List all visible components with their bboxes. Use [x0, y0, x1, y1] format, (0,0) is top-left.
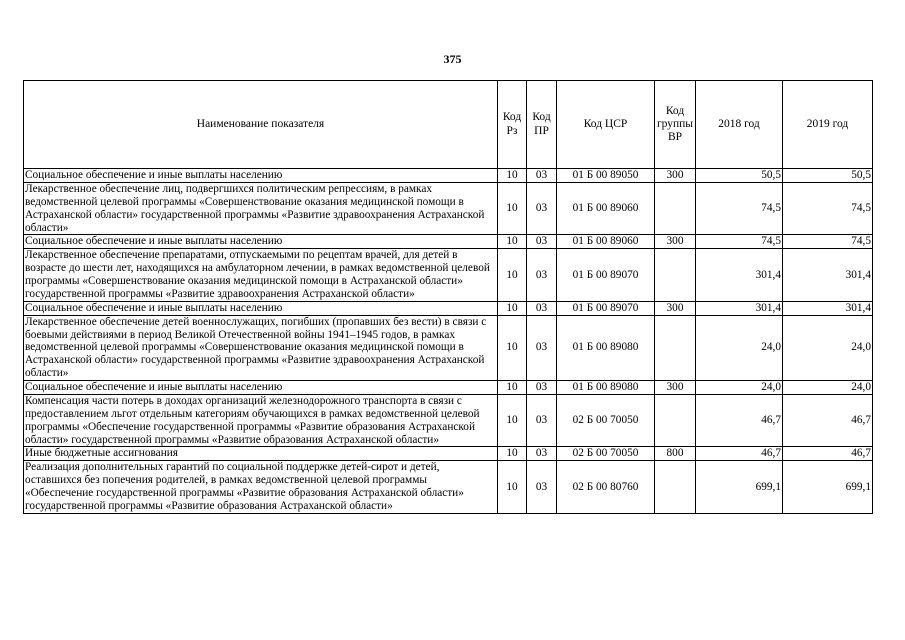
- row-vr: 300: [655, 301, 696, 315]
- row-rz: 10: [498, 301, 527, 315]
- row-vr: 800: [655, 447, 696, 461]
- row-rz: 10: [498, 182, 527, 235]
- row-pr: 03: [527, 249, 557, 302]
- table-row: [24, 461, 873, 514]
- row-pr: 03: [527, 447, 557, 461]
- row-2019: 46,7: [783, 447, 873, 461]
- row-vr: 300: [655, 381, 696, 395]
- row-vr: [655, 394, 696, 447]
- row-name: Лекарственное обеспечение детей военнослужащих, погибших (пропавших без вести) в связи с боевыми действиями в период Великой Отечественной войны 1941–1945 годов, в рамках ведомственной целевой программы «Совершенствование оказания медицинской помощи в Астраханской области» государственной программы «Развитие здравоохранения Астраханской области»: [24, 315, 498, 380]
- row-pr: 03: [527, 301, 557, 315]
- row-2019: 74,5: [783, 235, 873, 249]
- row-2019: 699,1: [783, 461, 873, 514]
- table-row: [24, 381, 873, 395]
- row-name: Социальное обеспечение и иные выплаты населению: [24, 169, 498, 183]
- row-pr: 03: [527, 394, 557, 447]
- row-2018: 46,7: [696, 447, 783, 461]
- row-vr: [655, 315, 696, 380]
- row-pr: 03: [527, 182, 557, 235]
- row-pr: 03: [527, 315, 557, 380]
- row-rz: 10: [498, 461, 527, 514]
- table-row: [24, 182, 873, 235]
- table-header-row: [24, 81, 873, 169]
- row-2018: 50,5: [696, 169, 783, 183]
- row-name: Лекарственное обеспечение лиц, подвергшихся политическим репрессиям, в рамках ведомственной целевой программы «Совершенствование оказания медицинской помощи в Астраханской области» государственной программы «Развитие здравоохранения Астраханской области»: [24, 182, 498, 235]
- row-2018: 74,5: [696, 235, 783, 249]
- header-2019: 2019 год: [783, 81, 873, 169]
- row-vr: [655, 461, 696, 514]
- row-pr: 03: [527, 169, 557, 183]
- row-name: Лекарственное обеспечение препаратами, отпускаемыми по рецептам врачей, для детей в возрасте до шести лет, находящихся на амбулаторном лечении, в рамках ведомственной целевой программы «Совершенствование оказания медицинской помощи в Астраханской области» государственной программы «Развитие здравоохранения Астраханской области»: [24, 249, 498, 302]
- row-2018: 46,7: [696, 394, 783, 447]
- header-csr: Код ЦСР: [557, 81, 655, 169]
- row-2019: 74,5: [783, 182, 873, 235]
- row-csr: 01 Б 00 89060: [557, 235, 655, 249]
- row-2018: 699,1: [696, 461, 783, 514]
- table-row: [24, 315, 873, 380]
- row-csr: 02 Б 00 80760: [557, 461, 655, 514]
- header-name: Наименование показателя: [24, 81, 498, 169]
- header-pr: Код ПР: [527, 81, 557, 169]
- row-2019: 301,4: [783, 301, 873, 315]
- row-csr: 02 Б 00 70050: [557, 447, 655, 461]
- row-csr: 01 Б 00 89070: [557, 249, 655, 302]
- row-name: Иные бюджетные ассигнования: [24, 447, 498, 461]
- table-row: [24, 394, 873, 447]
- row-csr: 01 Б 00 89050: [557, 169, 655, 183]
- header-vr: Код группы ВР: [655, 81, 696, 169]
- row-vr: 300: [655, 169, 696, 183]
- row-2018: 74,5: [696, 182, 783, 235]
- table-row: [24, 447, 873, 461]
- header-2018: 2018 год: [696, 81, 783, 169]
- row-2019: 24,0: [783, 315, 873, 380]
- row-name: Реализация дополнительных гарантий по социальной поддержке детей-сирот и детей, оставшихся без попечения родителей, в рамках ведомственной целевой программы «Обеспечение государственной программы «Развитие образования Астраханской области» государственной программы «Развитие образования Астраханской области»: [24, 461, 498, 514]
- row-csr: 01 Б 00 89080: [557, 315, 655, 380]
- row-vr: [655, 249, 696, 302]
- row-pr: 03: [527, 461, 557, 514]
- row-rz: 10: [498, 235, 527, 249]
- table-row: [24, 235, 873, 249]
- row-rz: 10: [498, 394, 527, 447]
- row-2019: 50,5: [783, 169, 873, 183]
- row-csr: 01 Б 00 89080: [557, 381, 655, 395]
- header-rz: Код Рз: [498, 81, 527, 169]
- table-row: [24, 249, 873, 302]
- row-2019: 46,7: [783, 394, 873, 447]
- row-csr: 01 Б 00 89060: [557, 182, 655, 235]
- row-csr: 01 Б 00 89070: [557, 301, 655, 315]
- row-name: Социальное обеспечение и иные выплаты населению: [24, 301, 498, 315]
- row-vr: 300: [655, 235, 696, 249]
- table-row: [24, 169, 873, 183]
- row-name: Социальное обеспечение и иные выплаты населению: [24, 235, 498, 249]
- row-2019: 24,0: [783, 381, 873, 395]
- row-rz: 10: [498, 381, 527, 395]
- row-2019: 301,4: [783, 249, 873, 302]
- row-pr: 03: [527, 381, 557, 395]
- row-vr: [655, 182, 696, 235]
- row-2018: 24,0: [696, 315, 783, 380]
- row-csr: 02 Б 00 70050: [557, 394, 655, 447]
- row-name: Компенсация части потерь в доходах организаций железнодорожного транспорта в связи с предоставлением льгот отдельным категориям обучающихся в рамках ведомственной целевой программы «Обеспечение государственной программы «Развитие образования Астраханской области» государственной программы «Развитие образования Астраханской области»: [24, 394, 498, 447]
- table-row: [24, 301, 873, 315]
- row-2018: 301,4: [696, 301, 783, 315]
- row-pr: 03: [527, 235, 557, 249]
- row-name: Социальное обеспечение и иные выплаты населению: [24, 381, 498, 395]
- row-2018: 301,4: [696, 249, 783, 302]
- budget-table: [23, 80, 873, 514]
- page-number: 375: [443, 52, 462, 66]
- row-rz: 10: [498, 315, 527, 380]
- row-2018: 24,0: [696, 381, 783, 395]
- row-rz: 10: [498, 249, 527, 302]
- row-rz: 10: [498, 169, 527, 183]
- row-rz: 10: [498, 447, 527, 461]
